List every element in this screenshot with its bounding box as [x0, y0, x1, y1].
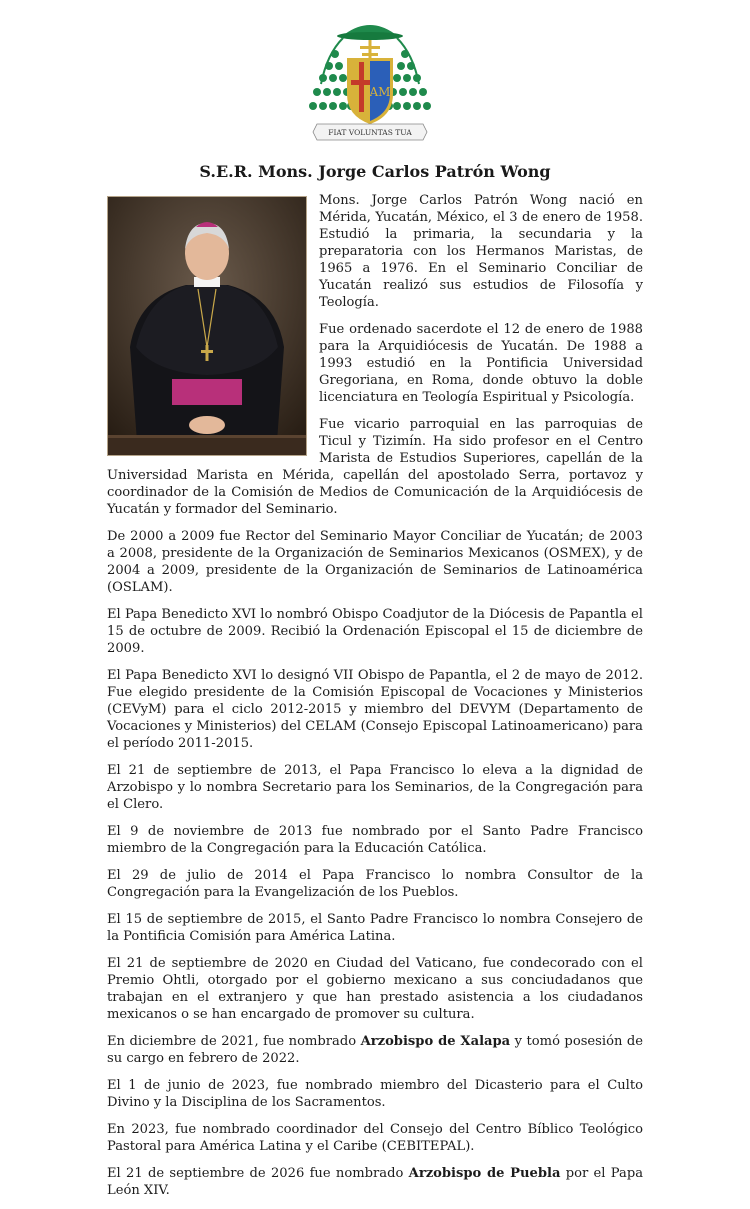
page-title: S.E.R. Mons. Jorge Carlos Patrón Wong	[199, 162, 551, 181]
biography-text	[107, 192, 643, 1209]
puebla-text-after: por el Papa León XIV.	[107, 1166, 644, 1198]
motto-text: FIAT VOLUNTAS TUA	[328, 128, 412, 137]
bio-paragraph-xalapa	[107, 1033, 643, 1067]
bio-paragraph-11: El 21 de septiembre de 2020 en Ciudad del Vaticano, fue condecorado con el Premio Ohtli, otorgado por el gobierno mexicano a sus conciudadanos que trabajan en el extranjero y que han prestado asistencia a los ciudadanos mexicanos o se han encargado de promover su cultura.	[107, 956, 643, 1022]
xalapa-text-after: y tomó posesión de su cargo en febrero de 2022.	[107, 1034, 643, 1066]
bio-paragraph-9: El 29 de julio de 2014 el Papa Francisco lo nombra Consultor de la Congregación para la Evangelización de los Pueblos.	[107, 868, 643, 900]
bio-paragraph-8: El 9 de noviembre de 2013 fue nombrado por el Santo Padre Francisco miembro de la Congregación para la Educación Católica.	[107, 824, 643, 856]
puebla-bold: Arzobispo de Puebla	[408, 1166, 561, 1181]
xalapa-text-before: En diciembre de 2021, fue nombrado	[107, 1034, 361, 1049]
bio-paragraph-6: El Papa Benedicto XVI lo designó VII Obispo de Papantla, el 2 de mayo de 2012. Fue elegido presidente de la Comisión Episcopal de Vocaciones y Ministerios (CEVyM) para el ciclo 2012-2015 y miembro del DEVYM (Departamento de Vocaciones y Ministerios) del CELAM (Consejo Episcopal Latinoamericano) para el período 2011-2015.	[107, 668, 643, 751]
bio-paragraph-1: Mons. Jorge Carlos Patrón Wong nació en Mérida, Yucatán, México, el 3 de enero de 1958. Estudió la primaria, la secundaria y la preparatoria con los Hermanos Maristas, de 1965 a 1976. En el Seminario Conciliar de Yucatán realizó sus estudios de Filosofía y Teología.	[319, 193, 643, 310]
bio-paragraph-7: El 21 de septiembre de 2013, el Papa Francisco lo eleva a la dignidad de Arzobispo y lo nombra Secretario para los Seminarios, de la Congregación para el Clero.	[107, 763, 643, 812]
puebla-text-before: El 21 de septiembre de 2026 fue nombrado	[107, 1166, 409, 1181]
monogram: AM	[369, 85, 391, 99]
bio-paragraph-2: Fue ordenado sacerdote el 12 de enero de 1988 para la Arquidiócesis de Yucatán. De 1988 a 1993 estudió en la Pontificia Universidad Gregoriana, en Roma, donde obtuvo la doble licenciatura en Teología Espiritual y Psicología.	[319, 322, 643, 405]
coat-of-arms	[305, 14, 435, 144]
bio-paragraph-5: El Papa Benedicto XVI lo nombró Obispo Coadjutor de la Diócesis de Papantla el 15 de octubre de 2009. Recibió la Ordenación Episcopal el 15 de diciembre de 2009.	[107, 607, 643, 656]
bio-paragraph-10: El 15 de septiembre de 2015, el Santo Padre Francisco lo nombra Consejero de la Pontificia Comisión para América Latina.	[107, 912, 643, 944]
xalapa-bold: Arzobispo de Xalapa	[360, 1034, 511, 1049]
bio-paragraph-3: Fue vicario parroquial en las parroquias de Ticul y Tizimín. Ha sido profesor en el Centro Marista de Estudios Superiores, capellán de la Universidad Marista en Mérida, capellán del apostolado Serra, portavoz y coordinador de la Comisión de Medios de Comunicación de la Arquidiócesis de Yucatán y formador del Seminario.	[107, 417, 643, 517]
bio-paragraph-14: En 2023, fue nombrado coordinador del Consejo del Centro Bíblico Teológico Pastoral para América Latina y el Caribe (CEBITEPAL).	[107, 1122, 643, 1154]
bio-paragraph-puebla	[107, 1165, 643, 1199]
portrait-photo	[107, 196, 307, 456]
bio-paragraph-4: De 2000 a 2009 fue Rector del Seminario Mayor Conciliar de Yucatán; de 2003 a 2008, presidente de la Organización de Seminarios Mexicanos (OSMEX), y de 2004 a 2009, presidente de la Organización de Seminarios de Latinoamérica (OSLAM).	[107, 529, 643, 595]
bio-paragraph-13: El 1 de junio de 2023, fue nombrado miembro del Dicasterio para el Culto Divino y la Disciplina de los Sacramentos.	[107, 1078, 643, 1110]
